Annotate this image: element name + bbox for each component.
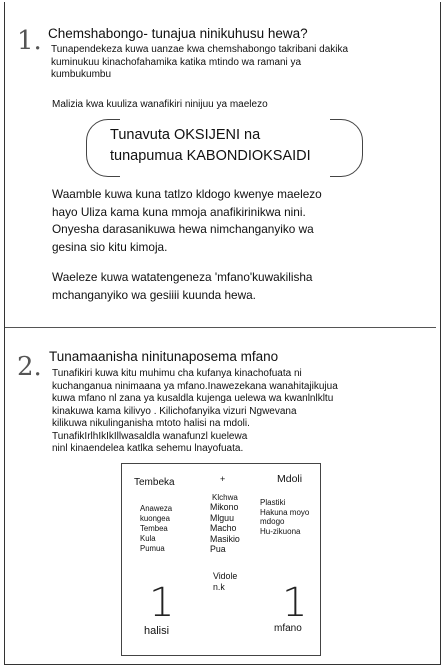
bubble-line: Tunavuta OKSIJENI na — [110, 127, 261, 143]
left-column-list — [140, 504, 172, 554]
intro-line: kuminukuu kinachofahamika katika mtindo wa ramani ya — [51, 56, 302, 68]
middle-column-header: + — [220, 474, 226, 484]
section2-paragraph — [52, 368, 338, 456]
intro-line: Tunapendekeza kuwa uanzae kwa chemshabongo takribani dakika — [51, 44, 349, 55]
middle-cut-label: Klchwa — [212, 493, 238, 500]
comparison-box — [121, 463, 321, 656]
paragraph-line: Tunafikiri kuwa kitu muhimu cha kufanya kinachofuata ni — [52, 368, 302, 379]
section2-number: 2. — [17, 352, 42, 382]
middle-column-extra — [213, 571, 237, 592]
section2-heading: Tunamaanisha ninitunaposema mfano — [49, 349, 279, 364]
right-big-number: 1 — [282, 580, 308, 626]
paragraph-line: Waamble kuwa kuna tatlzo kldogo kwenye maelezo — [52, 187, 322, 201]
list-item: Plastiki — [260, 498, 286, 507]
left-caption: halisi — [144, 625, 170, 637]
section1-paragraph1 — [52, 186, 322, 256]
list-item: Vidole — [213, 571, 238, 581]
paragraph-line: kinakuwa kama kilivyo . Kilichofanyika vizuri Ngwevana — [52, 405, 297, 417]
left-big-number: 1 — [149, 580, 175, 626]
list-item: Pua — [210, 544, 226, 554]
paragraph-line: mchanganyiko wa gesiiii kuunda hewa. — [52, 287, 256, 302]
paragraph-line: gesina sio kitu kimoja. — [52, 239, 168, 254]
list-item: Hakuna moyo — [260, 507, 310, 517]
list-item: Mlguu — [210, 512, 234, 523]
list-item: Hu-zikuona — [260, 526, 301, 536]
paragraph-line: kuchanganua ninimaana ya mfano.Inawezekana wanahitajikujua — [52, 380, 338, 392]
paragraph-line: hayo Uliza kama kuna mmoja anafikirinikwa nini. — [52, 204, 306, 219]
right-caption: mfano — [274, 623, 302, 634]
section1-number: 1. — [17, 26, 42, 56]
list-item: Macho — [210, 523, 237, 533]
right-column-list — [260, 498, 309, 536]
paragraph-line: Onyesha darasanikuwa hewa nimchanganyiko wa — [52, 222, 314, 236]
section1-prompt: Malizia kwa kuuliza wanafikiri ninijuu ya maelezo — [52, 99, 268, 110]
section1-intro — [51, 44, 348, 82]
list-item: Kula — [140, 534, 156, 543]
list-item: Pumua — [140, 544, 165, 553]
list-item: Masikio — [210, 533, 240, 544]
paragraph-line: Waeleze kuwa watatengeneza 'mfano'kuwakilisha — [52, 270, 313, 284]
left-column-header: Tembeka — [134, 477, 175, 488]
paragraph-line: kuwa mfano nl zana ya kusaldla kujenga uelewa wa kwanlnlkltu — [52, 393, 334, 404]
list-item: Mikono — [210, 502, 239, 512]
list-item: Anaweza — [140, 504, 173, 513]
list-item: mdogo — [260, 517, 285, 526]
right-column-header: Mdoli — [277, 473, 303, 485]
section-divider — [5, 327, 436, 328]
list-item: n.k — [213, 581, 225, 592]
paragraph-line: kilikuwa nikulinganisha mtoto halisi na mdoli. — [52, 418, 250, 429]
section1-paragraph2 — [52, 269, 312, 304]
bubble-line: tunapumua KABONDIOKSAIDI — [110, 148, 311, 164]
section1-heading: Chemshabongo- tunajua ninikuhusu hewa? — [48, 26, 308, 41]
intro-line: kumbukumbu — [51, 69, 112, 80]
list-item: kuongea — [140, 514, 170, 523]
paragraph-line: ninl kinaendelea katlka sehemu lnayofuata. — [52, 443, 244, 454]
middle-column-list — [210, 502, 240, 555]
list-item: Tembea — [140, 524, 168, 533]
paragraph-line: TunafikIrlhIkIkIllwasaldla wanafunzl kuelewa — [52, 430, 248, 442]
